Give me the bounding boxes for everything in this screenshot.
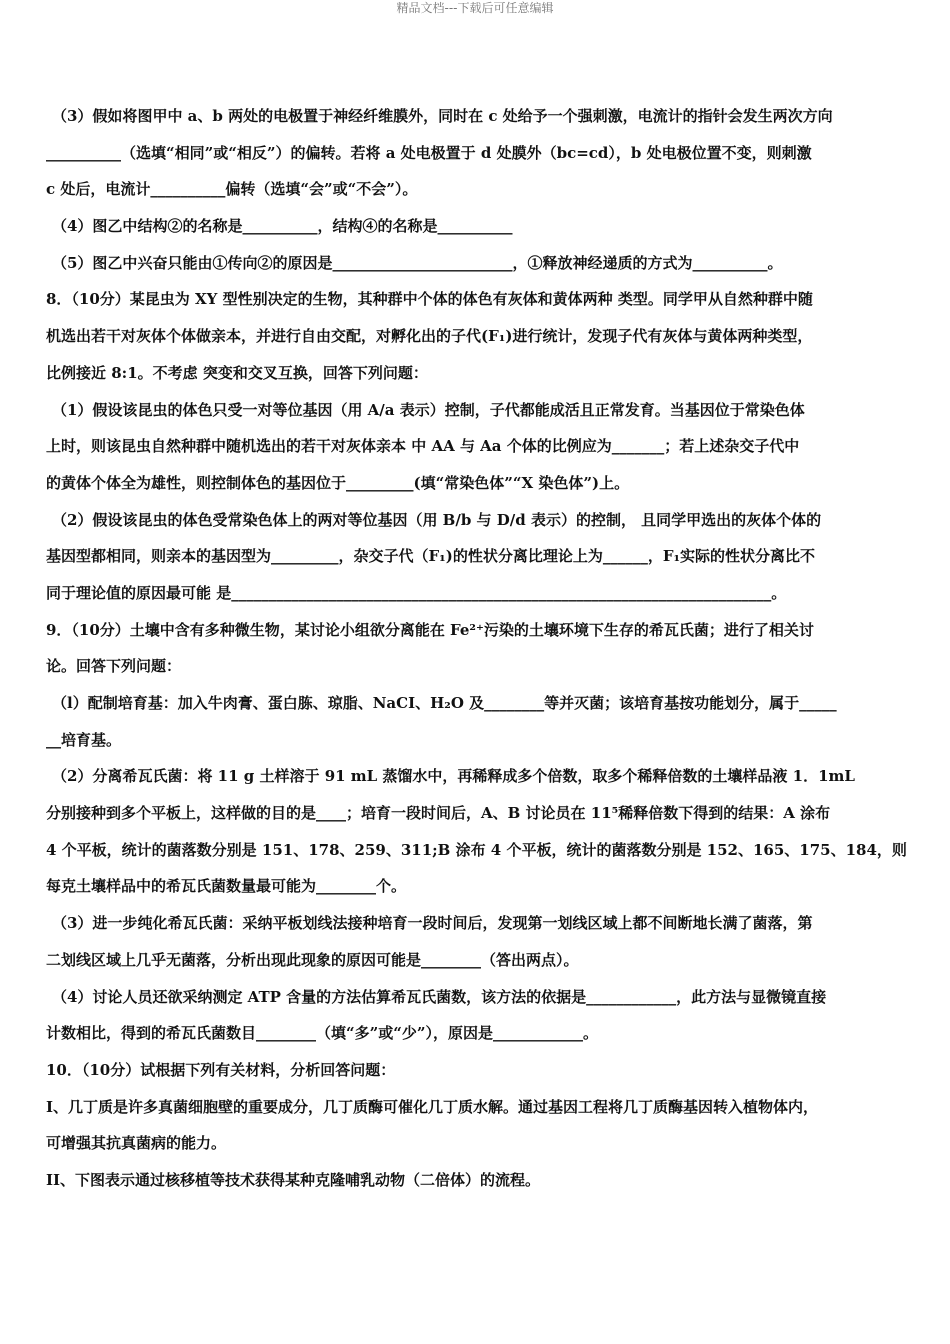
text-line: （l）配制培育基：加入牛肉膏、蛋白胨、琼脂、NaCI、H₂O 及________等并灭菌；该培育基按功能划分，属于_____ — [52, 694, 837, 712]
text-line: 同于理论值的原因最可能 是________________________________________________________________________。 — [46, 583, 787, 602]
text-line: （5）图乙中兴奋只能由①传向②的原因是________________________，①释放神经递质的方式为__________。 — [52, 253, 783, 272]
document-body — [46, 98, 906, 1199]
text-line: II、下图表示通过核移植等技术获得某种克隆哺乳动物（二倍体）的流程。 — [46, 1170, 541, 1189]
text-line: I、几丁质是许多真菌细胞壁的重要成分，几丁质酶可催化几丁质水解。通过基因工程将几丁质酶基因转入植物体内， — [46, 1097, 819, 1116]
text-line: 机选出若干对灰体个体做亲本，并进行自由交配，对孵化出的子代(F₁)进行统计，发现子代有灰体与黄体两种类型， — [46, 327, 813, 346]
text-line: __培育基。 — [46, 730, 122, 749]
text-line: 上时，则该昆虫自然种群中随机选出的若干对灰体亲本 中 AA 与 Aa 个体的比例应为_______；若上述杂交子代中 — [46, 437, 800, 456]
text-line: （4）讨论人员还欲采纳测定 ATP 含量的方法估算希瓦氏菌数，该方法的依据是____________，此方法与显微镜直接 — [52, 987, 827, 1006]
text-line: 基因型都相同，则亲本的基因型为_________，杂交子代（F₁)的性状分离比理论上为______，F₁实际的性状分离比不 — [46, 547, 816, 566]
text-line: 二划线区域上几乎无菌落，分析出现此现象的原因可能是________（答出两点）。 — [46, 950, 579, 969]
text-line: （2）假设该昆虫的体色受常染色体上的两对等位基因（用 B/b 与 D/d 表示）的控制， 且同学甲选出的灰体个体的 — [52, 510, 822, 529]
text-line: 4 个平板，统计的菌落数分别是 151、178、259、311;B 涂布 4 个平板，统计的菌落数分别是 152、165、175、184，则 — [46, 840, 907, 859]
text-line: __________（选填“相同”或“相反”）的偏转。若将 a 处电极置于 d 处膜外（bc=cd），b 处电极位置不变，则刺激 — [46, 143, 812, 162]
text-line: （1）假设该昆虫的体色只受一对等位基因（用 A/a 表示）控制，子代都能成活且正常发育。当基因位于常染色体 — [52, 400, 805, 419]
text-line: （2）分离希瓦氏菌：将 11 g 土样溶于 91 mL 蒸馏水中，再稀释成多个倍数，取多个稀释倍数的土壤样品液 1．1mL — [52, 767, 855, 786]
text-line: 的黄体个体全为雄性，则控制体色的基因位于_________(填“常染色体”“X 染色体”)上。 — [46, 473, 630, 492]
text-line: （3）假如将图甲中 a、b 两处的电极置于神经纤维膜外，同时在 c 处给予一个强刺激，电流计的指针会发生两次方向 — [52, 107, 833, 125]
text-line: 可增强其抗真菌病的能力。 — [46, 1134, 227, 1153]
text-line: （3）进一步纯化希瓦氏菌：采纳平板划线法接种培育一段时间后，发现第一划线区域上都不间断地长满了菌落，第 — [52, 914, 813, 933]
text-line: c 处后，电流计__________偏转（选填“会”或“不会”）。 — [46, 180, 418, 199]
text-line: 论。回答下列问题： — [46, 657, 182, 676]
page-header: 精品文档---下载后可任意编辑 — [396, 1, 554, 15]
text-line: 比例接近 8:1。不考虑 突变和交叉互换，回答下列问题： — [46, 363, 428, 382]
text-line: 分别接种到多个平板上，这样做的目的是____；培育一段时间后，A、B 讨论员在 11⁵稀释倍数下得到的结果：A 涂布 — [46, 804, 831, 823]
text-line: 每克土壤样品中的希瓦氏菌数量最可能为________个。 — [46, 877, 407, 896]
question-8-title: 8．（10分）某昆虫为 XY 型性别决定的生物，其种群中个体的体色有灰体和黄体两种 类型。同学甲从自然种群中随 — [46, 290, 813, 309]
question-9-title: 9．（10分）土壤中含有多种微生物，某讨论小组欲分离能在 Fe²⁺污染的土壤环境下生存的希瓦氏菌；进行了相关讨 — [46, 620, 814, 639]
text-line: （4）图乙中结构②的名称是__________，结构④的名称是__________ — [52, 217, 513, 236]
text-line: 计数相比，得到的希瓦氏菌数目________（填“多”或“少”），原因是____________。 — [46, 1024, 599, 1043]
question-10-title: 10．（10分）试根据下列有关材料，分析回答问题： — [46, 1060, 396, 1079]
